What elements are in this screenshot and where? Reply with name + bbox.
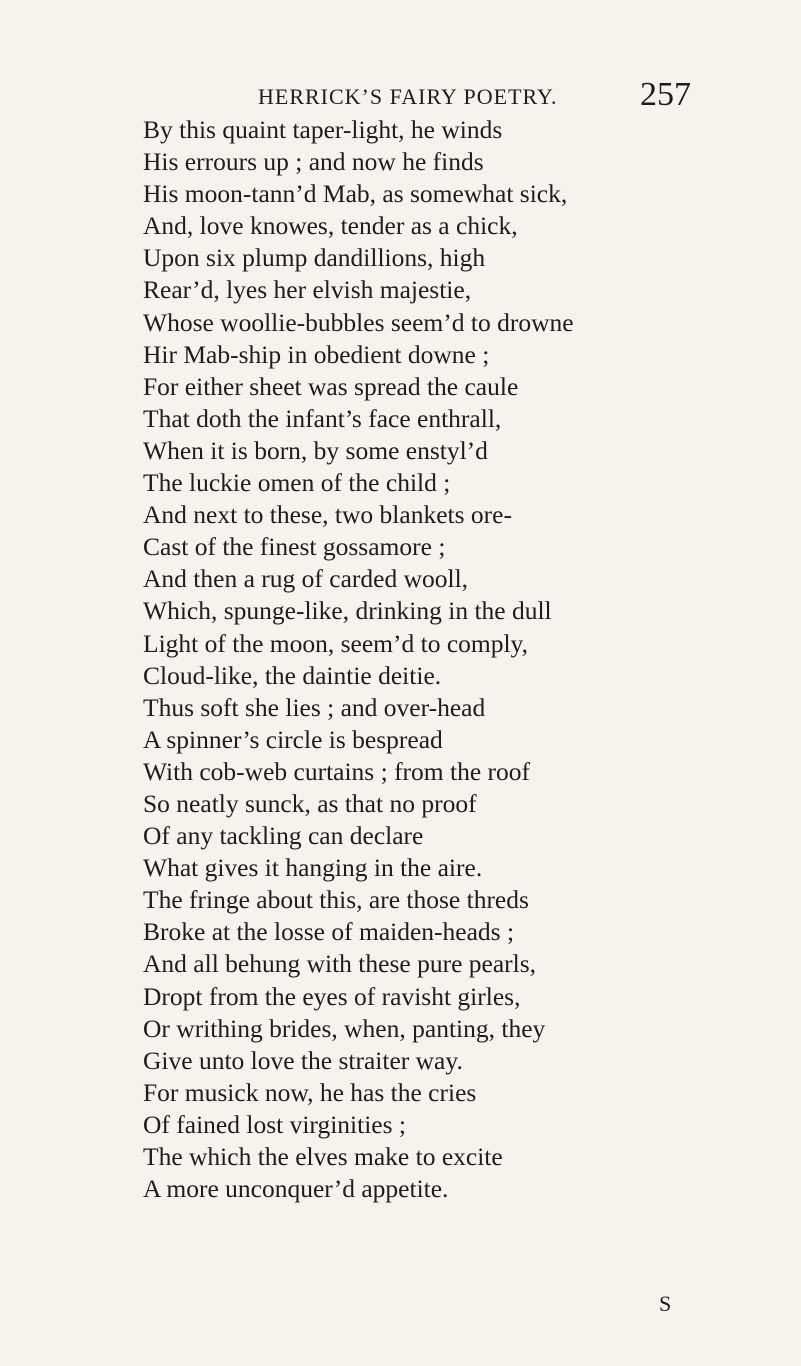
poem-line: And, love knowes, tender as a chick,: [143, 211, 518, 241]
poem-line: Or writhing brides, when, panting, they: [143, 1013, 546, 1043]
poem-line: And all behung with these pure pearls,: [143, 949, 537, 979]
poem-line: Upon six plump dandillions, high: [143, 243, 486, 273]
poem-line: For either sheet was spread the caule: [143, 371, 519, 401]
page-number: 257: [640, 76, 691, 113]
poem-line: By this quaint taper-light, he winds: [143, 115, 503, 144]
poem-line: Hir Mab-ship in obedient downe ;: [143, 339, 490, 369]
poem-line: Dropt from the eyes of ravisht girles,: [143, 981, 521, 1011]
poem-line: Whose woollie-bubbles seem’d to drowne: [143, 307, 574, 337]
poem-line: And then a rug of carded wooll,: [143, 564, 469, 594]
poem-line: That doth the infant’s face enthrall,: [143, 403, 502, 433]
poem-line: The luckie omen of the child ;: [143, 468, 451, 498]
poem-line: Cast of the finest gossamore ;: [143, 532, 446, 562]
poem-line: What gives it hanging in the aire.: [143, 853, 483, 883]
poem-text: [143, 114, 783, 1205]
poem-line: Which, spunge-like, drinking in the dull: [143, 596, 552, 626]
poem-line: When it is born, by some enstyl’d: [143, 435, 488, 465]
poem-line: Broke at the losse of maiden-heads ;: [143, 917, 515, 947]
poem-line: With cob-web curtains ; from the roof: [143, 756, 531, 786]
poem-line: Light of the moon, seem’d to comply,: [143, 628, 529, 658]
signature-mark: S: [659, 1291, 672, 1316]
poem-line: Give unto love the straiter way.: [143, 1045, 463, 1075]
poem-line: And next to these, two blankets ore-: [143, 500, 512, 530]
poem-line: Rear’d, lyes her elvish majestie,: [143, 275, 472, 305]
poem-line: For musick now, he has the cries: [143, 1077, 477, 1107]
poem-line: His errours up ; and now he finds: [143, 147, 484, 177]
poem-line: The which the elves make to excite: [143, 1142, 503, 1171]
running-header: HERRICK’S FAIRY POETRY.: [258, 84, 558, 109]
poem-line: Thus soft she lies ; and over-head: [143, 692, 486, 722]
poem-line: The fringe about this, are those threds: [143, 885, 529, 915]
poem-line: Cloud-like, the daintie deitie.: [143, 660, 442, 690]
poem-line: A more unconquer’d appetite.: [143, 1174, 449, 1204]
poem-line: So neatly sunck, as that no proof: [143, 788, 477, 818]
poem-line: His moon-tann’d Mab, as somewhat sick,: [143, 179, 568, 209]
poem-line: Of any tackling can declare: [143, 821, 424, 851]
poem-line: A spinner’s circle is bespread: [143, 724, 443, 754]
poem-line: Of fained lost virginities ;: [143, 1109, 406, 1139]
